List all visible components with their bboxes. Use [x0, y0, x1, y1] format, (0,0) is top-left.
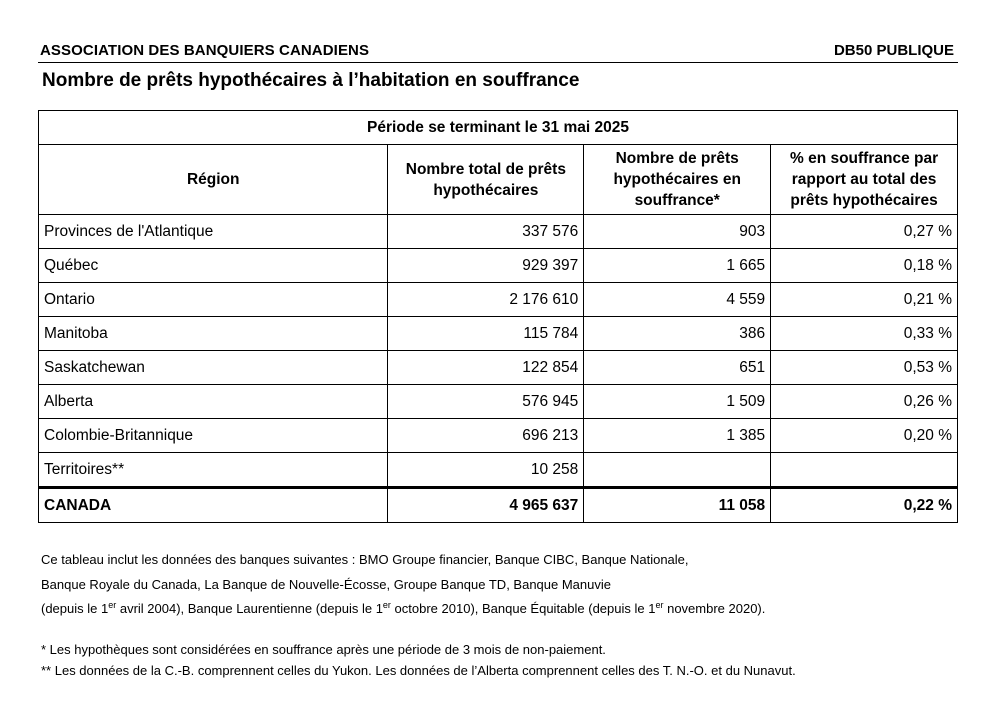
period-header: Période se terminant le 31 mai 2025 [39, 111, 958, 145]
percent-cell: 0,20 % [771, 419, 958, 453]
region-cell: Québec [39, 249, 388, 283]
column-header-row [39, 145, 958, 215]
arrears-cell: 903 [584, 215, 771, 249]
total-cell: 696 213 [388, 419, 584, 453]
region-cell: Colombie-Britannique [39, 419, 388, 453]
total-cell: 576 945 [388, 385, 584, 419]
notes-section [41, 548, 796, 681]
note-line: (depuis le 1er avril 2004), Banque Laurentienne (depuis le 1er octobre 2010), Banque Équitable (depuis le 1er novembre 2020). [41, 600, 766, 616]
footnote-arrears: * Les hypothèques sont considérées en souffrance après une période de 3 mois de non-paiement. [41, 641, 606, 657]
column-header-total: Nombre total de prêts hypothécaires [388, 145, 584, 215]
total-arrears-cell: 11 058 [584, 488, 771, 523]
region-cell: Provinces de l'Atlantique [39, 215, 388, 249]
footnote-territories: ** Les données de la C.-B. comprennent celles du Yukon. Les données de l’Alberta comprennent celles des T. N.-O. et du Nunavut. [41, 662, 796, 678]
total-cell: 929 397 [388, 249, 584, 283]
total-row [39, 488, 958, 523]
table-row [39, 385, 958, 419]
percent-cell: 0,53 % [771, 351, 958, 385]
region-cell: Manitoba [39, 317, 388, 351]
column-header-percent: % en souffrance par rapport au total des prêts hypothécaires [771, 145, 958, 215]
total-cell: 2 176 610 [388, 283, 584, 317]
region-cell: Alberta [39, 385, 388, 419]
column-header-arrears: Nombre de prêts hypothécaires en souffrance* [584, 145, 771, 215]
table-row [39, 283, 958, 317]
note-line: Banque Royale du Canada, La Banque de Nouvelle-Écosse, Groupe Banque TD, Banque Manuvie [41, 576, 611, 592]
arrears-cell: 4 559 [584, 283, 771, 317]
percent-cell: 0,33 % [771, 317, 958, 351]
total-total-cell: 4 965 637 [388, 488, 584, 523]
percent-cell: 0,26 % [771, 385, 958, 419]
arrears-cell: 1 509 [584, 385, 771, 419]
region-cell: Ontario [39, 283, 388, 317]
total-cell: 122 854 [388, 351, 584, 385]
total-percent-cell: 0,22 % [771, 488, 958, 523]
column-header-region: Région [39, 145, 388, 215]
document-code: DB50 PUBLIQUE [833, 42, 954, 59]
arrears-cell [584, 453, 771, 488]
mortgage-arrears-table [38, 110, 958, 523]
percent-cell: 0,18 % [771, 249, 958, 283]
period-row [39, 111, 958, 145]
percent-cell [771, 453, 958, 488]
region-cell: Territoires** [39, 453, 388, 488]
percent-cell: 0,27 % [771, 215, 958, 249]
table-row [39, 215, 958, 249]
total-region-cell: CANADA [39, 488, 388, 523]
table-row [39, 317, 958, 351]
page-title: Nombre de prêts hypothécaires à l’habitation en souffrance [42, 70, 580, 91]
total-cell: 337 576 [388, 215, 584, 249]
note-line: Ce tableau inclut les données des banques suivantes : BMO Groupe financier, Banque CIBC, Banque Nationale, [41, 552, 689, 567]
percent-cell: 0,21 % [771, 283, 958, 317]
total-cell: 10 258 [388, 453, 584, 488]
total-cell: 115 784 [388, 317, 584, 351]
arrears-cell: 386 [584, 317, 771, 351]
table-row [39, 351, 958, 385]
document-header [38, 40, 958, 63]
arrears-cell: 1 385 [584, 419, 771, 453]
organization-name: ASSOCIATION DES BANQUIERS CANADIENS [40, 42, 370, 59]
arrears-cell: 1 665 [584, 249, 771, 283]
region-cell: Saskatchewan [39, 351, 388, 385]
table-row [39, 453, 958, 488]
arrears-cell: 651 [584, 351, 771, 385]
table-row [39, 419, 958, 453]
table-row [39, 249, 958, 283]
